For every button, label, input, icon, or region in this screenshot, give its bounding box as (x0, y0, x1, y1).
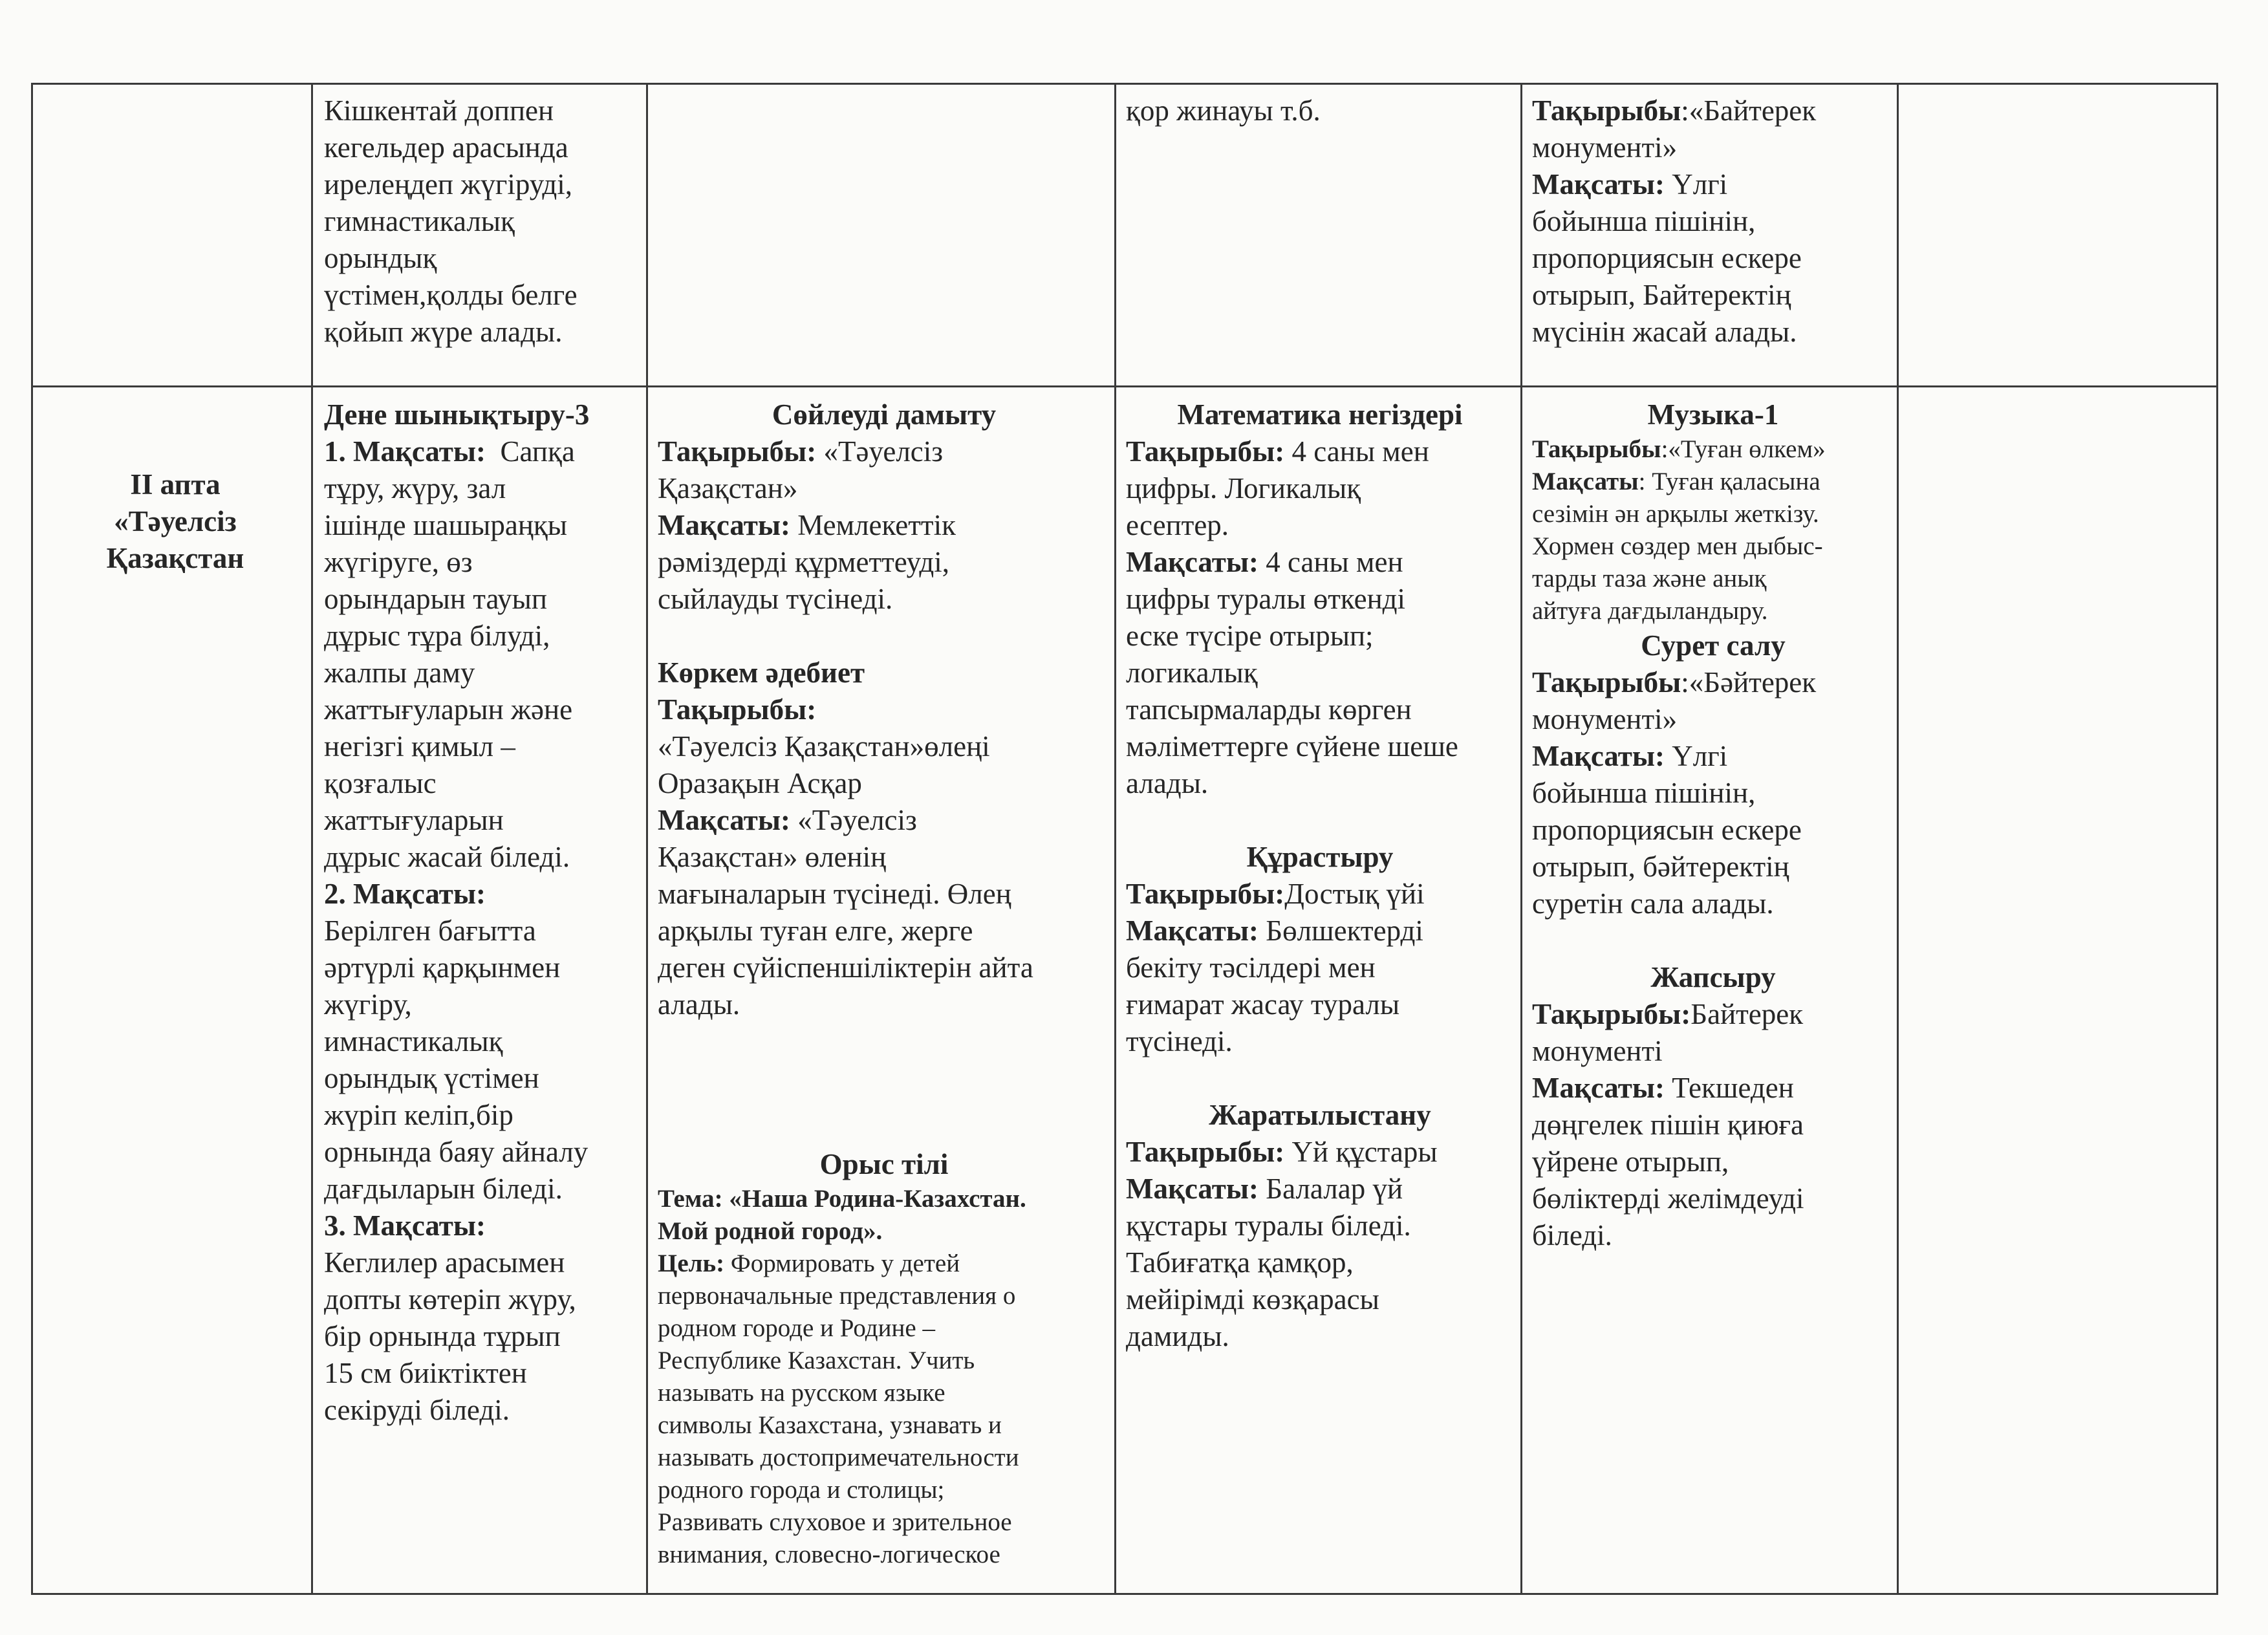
text-line: Оразақын Асқар (658, 767, 862, 799)
text-line: орындарын тауып (324, 583, 547, 615)
text-line: мәліметтерге сүйене шеше (1126, 730, 1458, 763)
text-line: называть на русском языке (658, 1379, 945, 1407)
column-divider (1897, 85, 1899, 1593)
text-line: цифры туралы өткенді (1126, 583, 1406, 615)
topic-text: 4 саны мен (1284, 435, 1429, 468)
goal-text: Бөлшектерді (1258, 915, 1423, 947)
text-line: арқылы туған елге, жерге (658, 915, 973, 947)
text-line: жүгіру, (324, 988, 412, 1021)
column-divider (1114, 85, 1116, 1593)
text-line: логикалық (1126, 656, 1258, 689)
text-line: Развивать слуховое и зрительное (658, 1508, 1012, 1536)
text-line: бойынша пішінін, (1532, 205, 1756, 237)
text-line: қозғалыс (324, 767, 437, 799)
topic-label: Тақырыбы: (1532, 998, 1691, 1030)
goal-text: Балалар үй (1258, 1173, 1403, 1205)
text-line: пропорциясын ескере (1532, 242, 1802, 274)
topic-text: Байтерек (1690, 998, 1804, 1030)
text-line: первоначальные представления о (658, 1282, 1016, 1310)
text-line: тарды таза және анық (1532, 565, 1767, 592)
math-title: Математика негіздері (1177, 398, 1463, 431)
goal-text: Мемлекеттік (790, 509, 956, 541)
topic-text: :«Байтерек (1681, 94, 1817, 127)
text-line: Берілген бағытта (324, 915, 536, 947)
text-line: Хормен сөздер мен дыбыс- (1532, 532, 1823, 560)
text-line: бір орнында тұрып (324, 1320, 561, 1352)
text-line: тапсырмаларды көрген (1126, 693, 1412, 726)
topic-text: :«Туған өлкем» (1661, 435, 1826, 463)
plan-table (31, 83, 2218, 1595)
week-title: Қазақстан (106, 542, 244, 574)
goal-text: Текшеден (1664, 1072, 1794, 1104)
text-line: рәміздерді құрметтеуді, (658, 546, 949, 578)
goal-label: 1. Мақсаты: (324, 435, 486, 468)
text-line: имнастикалық (324, 1025, 503, 1057)
text-line: сезімін ән арқылы жеткізу. (1532, 500, 1819, 528)
text-line: внимания, словесно-логическое (658, 1541, 1000, 1568)
topic-text: Достық үйі (1284, 878, 1425, 910)
text-line: орындық (324, 242, 437, 274)
text-line: Кішкентай доппен (324, 94, 554, 127)
goal-text: Формировать у детей (724, 1250, 960, 1277)
text-line: деген сүйіспеншіліктерін айта (658, 951, 1033, 984)
text-line: бекіту тәсілдері мен (1126, 951, 1376, 984)
goal-label: 2. Мақсаты: (324, 878, 486, 910)
text-line: монументі» (1532, 703, 1678, 735)
text-line: жаттығуларын және (324, 693, 573, 726)
text-line: жүгіруге, өз (324, 546, 473, 578)
text-line: Табиғатқа қамқор, (1126, 1246, 1354, 1279)
music-title: Музыка-1 (1647, 398, 1779, 431)
column-divider (646, 85, 648, 1593)
text-line: монументі» (1532, 131, 1678, 164)
text-line: допты көтеріп жүру, (324, 1283, 576, 1316)
text-line: ішінде шашыраңқы (324, 509, 568, 541)
text-line: родного города и столицы; (658, 1476, 945, 1504)
speech-cell (658, 396, 1110, 1571)
topic-label: Тақырыбы: (1126, 435, 1285, 468)
week-title: ІІ апта (130, 468, 221, 501)
text-line: тұру, жүру, зал (324, 472, 506, 504)
text-line: ғимарат жасау туралы (1126, 988, 1400, 1021)
goal-label: Мақсаты: (1126, 546, 1258, 578)
text-line: бөліктерді желімдеуді (1532, 1182, 1804, 1215)
goal-text: Үлгі (1664, 168, 1728, 200)
topic-label: Тақырыбы (1532, 666, 1681, 698)
ru-theme: Тема: «Наша Родина-Казахстан. (658, 1185, 1026, 1213)
russian-title: Орыс тілі (819, 1148, 949, 1180)
text-line: ирелеңдеп жүгіруді, (324, 168, 573, 200)
goal-text: «Тәуелсіз (790, 804, 917, 836)
text-line: символы Казахстана, узнавать и (658, 1411, 1002, 1439)
text-line: негізгі қимыл – (324, 730, 515, 763)
column-divider (311, 85, 313, 1593)
text-line: орнында баяу айналу (324, 1136, 589, 1168)
text-line: орындық үстімен (324, 1062, 539, 1094)
week-title: «Тәуелсіз (114, 505, 237, 537)
text-line: бойынша пішінін, (1532, 777, 1756, 809)
row1-math-cell (1126, 92, 1514, 129)
goal-label: Мақсаты: (1532, 1072, 1665, 1104)
text-line: цифры. Логикалық (1126, 472, 1361, 504)
text-line: отырып, Байтеректің (1532, 279, 1791, 311)
text-line: дамиды. (1126, 1320, 1229, 1352)
text-line: жүріп келіп,бір (324, 1099, 513, 1131)
text-line: алады. (658, 988, 740, 1021)
text-line: называть достопримечательности (658, 1444, 1019, 1471)
goal-label: Мақсаты: (1126, 1173, 1258, 1205)
goal-label: Мақсаты: (658, 804, 790, 836)
text-line: есептер. (1126, 509, 1229, 541)
row-divider (33, 385, 2216, 387)
goal-label: Мақсаты: (658, 509, 790, 541)
text-line: алады. (1126, 767, 1209, 799)
topic-text: :«Бәйтерек (1681, 666, 1817, 698)
pe-title: Дене шынықтыру-3 (324, 398, 590, 431)
text-line: Қазақстан» өленің (658, 841, 887, 873)
row1-pe-cell (324, 92, 641, 351)
topic-label: Тақырыбы: (1126, 1136, 1285, 1168)
text-line: мейірімді көзқарасы (1126, 1283, 1379, 1316)
text-line: кегельдер арасында (324, 131, 568, 164)
speech-title: Сөйлеуді дамыту (772, 398, 997, 431)
topic-label: Тақырыбы: (658, 693, 817, 726)
text-line: сыйлауды түсінеді. (658, 583, 893, 615)
text-line: мүсінін жасай алады. (1532, 316, 1797, 348)
week-cell (46, 466, 305, 577)
text-line: Кеглилер арасымен (324, 1246, 565, 1279)
text-line: біледі. (1532, 1219, 1612, 1251)
text-line: «Тәуелсіз Қазақстан»өлеңі (658, 730, 990, 763)
goal-label: Мақсаты: (1532, 740, 1665, 772)
text-line: үйрене отырып, (1532, 1145, 1729, 1178)
text-line: суретін сала алады. (1532, 887, 1774, 920)
row1-art-cell (1532, 92, 1894, 351)
text-line: еске түсіре отырып; (1126, 620, 1374, 652)
text-line: үстімен,қолды белге (324, 279, 578, 311)
text-line: секіруді біледі. (324, 1394, 510, 1426)
text-line: жалпы даму (324, 656, 475, 689)
construction-title: Құрастыру (1246, 841, 1394, 873)
text-line: әртүрлі қарқынмен (324, 951, 561, 984)
nature-title: Жаратылыстану (1209, 1099, 1431, 1131)
topic-text: «Тәуелсіз (816, 435, 944, 468)
goal-text: : Туған қаласына (1638, 468, 1820, 495)
drawing-title: Сурет салу (1641, 629, 1786, 662)
text-line: қойып жүре алады. (324, 316, 563, 348)
text-line: монументі (1532, 1035, 1663, 1067)
pe-cell (324, 396, 641, 1429)
ru-theme: Мой родной город». (658, 1217, 883, 1245)
goal-text: Сапқа (500, 435, 575, 468)
column-divider (1520, 85, 1522, 1593)
goal-label: Цель: (658, 1250, 725, 1277)
topic-label: Тақырыбы (1532, 435, 1661, 463)
text-line: отырып, бәйтеректің (1532, 850, 1789, 883)
text-line: жаттығуларын (324, 804, 504, 836)
topic-label: Тақырыбы (1532, 94, 1681, 127)
text-line: дұрыс жасай біледі. (324, 841, 570, 873)
text-line: пропорциясын ескере (1532, 814, 1802, 846)
music-cell (1532, 396, 1894, 1254)
goal-label: 3. Мақсаты: (324, 1209, 486, 1242)
math-cell (1126, 396, 1514, 1355)
text-line: айтуға дағдыландыру. (1532, 597, 1768, 625)
literature-title: Көркем әдебиет (658, 656, 865, 689)
text-line: мағыналарын түсінеді. Өлең (658, 878, 1011, 910)
goal-text: Үлгі (1664, 740, 1728, 772)
text-line: қор жинауы т.б. (1126, 94, 1321, 127)
topic-label: Тақырыбы: (658, 435, 817, 468)
text-line: дұрыс тұра білуді, (324, 620, 550, 652)
text-line: гимнастикалық (324, 205, 515, 237)
text-line: Республике Казахстан. Учить (658, 1347, 975, 1374)
text-line: дөңгелек пішін қиюға (1532, 1109, 1804, 1141)
applique-title: Жапсыру (1650, 961, 1776, 993)
text-line: Қазақстан» (658, 472, 798, 504)
text-line: түсінеді. (1126, 1025, 1233, 1057)
text-line: 15 см биіктіктен (324, 1357, 527, 1389)
goal-label: Мақсаты (1532, 468, 1639, 495)
text-line: родном городе и Родине – (658, 1314, 935, 1342)
text-line: дағдыларын біледі. (324, 1173, 563, 1205)
topic-label: Тақырыбы: (1126, 878, 1285, 910)
goal-text: 4 саны мен (1258, 546, 1403, 578)
text-line: құстары туралы біледі. (1126, 1209, 1411, 1242)
goal-label: Мақсаты: (1532, 168, 1665, 200)
goal-label: Мақсаты: (1126, 915, 1258, 947)
topic-text: Үй құстары (1284, 1136, 1438, 1168)
